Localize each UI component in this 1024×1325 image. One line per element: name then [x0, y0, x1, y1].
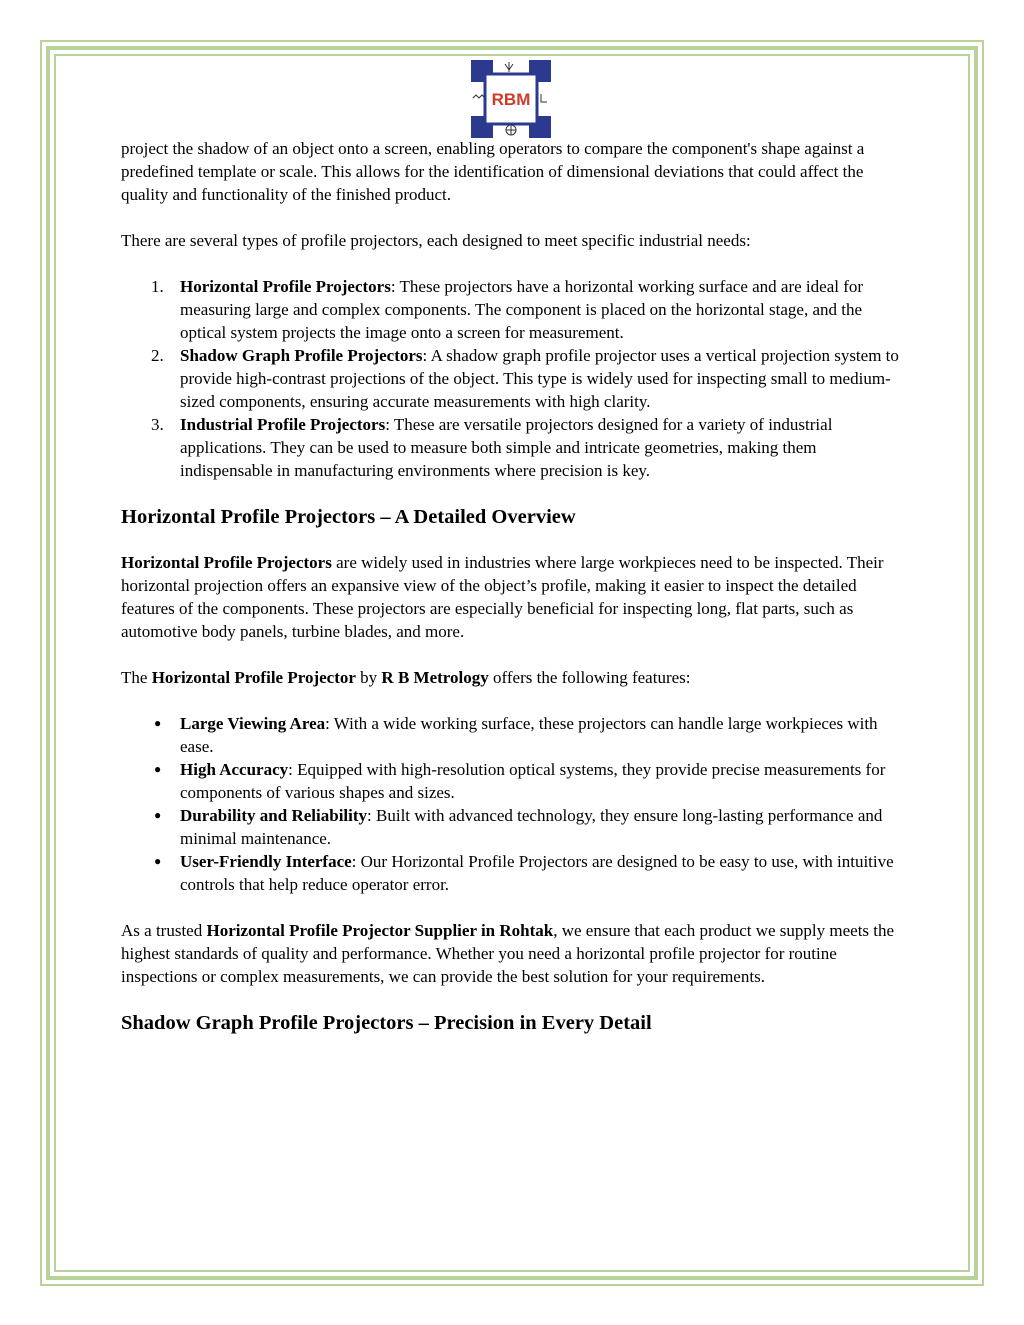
list-item [121, 758, 911, 804]
section1-closing-paragraph [121, 919, 911, 988]
list-number: 2. [151, 346, 164, 365]
bullet-icon: ● [154, 762, 162, 776]
list-item [121, 712, 911, 758]
list-item-title: High Accuracy [180, 760, 289, 779]
features-list [121, 712, 911, 896]
bold-term: Horizontal Profile Projector [151, 668, 356, 687]
list-item-text: : These are versatile projectors designed for a variety of industrial applications. They can be used to measure both simple and intricate geometries, making them indispensable in manufacturing environments where precision is key. [180, 415, 833, 480]
section-heading-horizontal: Horizontal Profile Projectors – A Detailed Overview [121, 506, 576, 528]
list-item-text: : These projectors have a horizontal working surface and are ideal for measuring large and complex components. The component is placed on the horizontal stage, and the optical system projects the image onto a screen for measurement. [180, 277, 864, 342]
list-item-title: Durability and Reliability [180, 806, 368, 825]
projector-types-list [121, 275, 911, 482]
paragraph-text: are widely used in industries where large workpieces need to be inspected. Their horizontal projection offers an expansive view of the object’s profile, making it easier to inspect the detailed features of the components. These projectors are especially beneficial for inspecting long, flat parts, such as automotive body panels, turbine blades, and more. [121, 553, 884, 641]
paragraph-text: by [355, 668, 382, 687]
bold-term: Horizontal Profile Projector Supplier in Rohtak [206, 921, 554, 940]
list-item-text: : Equipped with high-resolution optical systems, they provide precise measurements for components of various shapes and sizes. [180, 760, 886, 802]
paragraph-text: As a trusted [121, 921, 207, 940]
list-item-text: : A shadow graph profile projector uses a vertical projection system to provide high-contrast projections of the object. This type is widely used for inspecting small to medium-sized components, ensuring accurate measurements with high clarity. [180, 346, 899, 411]
list-item-title: Large Viewing Area [180, 714, 326, 733]
section1-paragraph-2 [121, 666, 911, 689]
bold-term: R B Metrology [381, 668, 489, 687]
bullet-icon: ● [154, 808, 162, 822]
paragraph-text: offers the following features: [488, 668, 691, 687]
rbm-logo [471, 60, 551, 138]
section1-paragraph-1 [121, 551, 911, 643]
list-item-title: User-Friendly Interface [180, 852, 352, 871]
intro-paragraph-2: There are several types of profile projectors, each designed to meet specific industrial needs: [121, 231, 751, 250]
list-item-text: : Built with advanced technology, they ensure long-lasting performance and minimal maintenance. [180, 806, 883, 848]
list-item [121, 804, 911, 850]
bold-term: Horizontal Profile Projectors [121, 553, 332, 572]
list-number: 3. [151, 415, 164, 434]
list-item [121, 344, 911, 413]
list-number: 1. [151, 277, 164, 296]
list-item-title: Shadow Graph Profile Projectors [180, 346, 423, 365]
document-body [121, 137, 911, 1036]
section-heading-shadow-graph: Shadow Graph Profile Projectors – Precision in Every Detail [121, 1012, 652, 1034]
list-item-title: Industrial Profile Projectors [180, 415, 386, 434]
list-item [121, 275, 911, 344]
bullet-icon: ● [154, 716, 162, 730]
list-item-text: : Our Horizontal Profile Projectors are designed to be easy to use, with intuitive controls that help reduce operator error. [180, 852, 894, 894]
list-item [121, 413, 911, 482]
paragraph-text: The [121, 668, 152, 687]
intro-paragraph-1: project the shadow of an object onto a screen, enabling operators to compare the component's shape against a predefined template or scale. This allows for the identification of dimensional deviations that could affect the quality and functionality of the finished product. [121, 139, 865, 204]
list-item [121, 850, 911, 896]
list-item-text: : With a wide working surface, these projectors can handle large workpieces with ease. [180, 714, 878, 756]
logo-text: RBM [491, 90, 531, 109]
bullet-icon: ● [154, 854, 162, 868]
paragraph-text: , we ensure that each product we supply meets the highest standards of quality and performance. Whether you need a horizontal profile projector for routine inspections or complex measurements, we can provide the best solution for your requirements. [121, 921, 895, 986]
list-item-title: Horizontal Profile Projectors [180, 277, 391, 296]
